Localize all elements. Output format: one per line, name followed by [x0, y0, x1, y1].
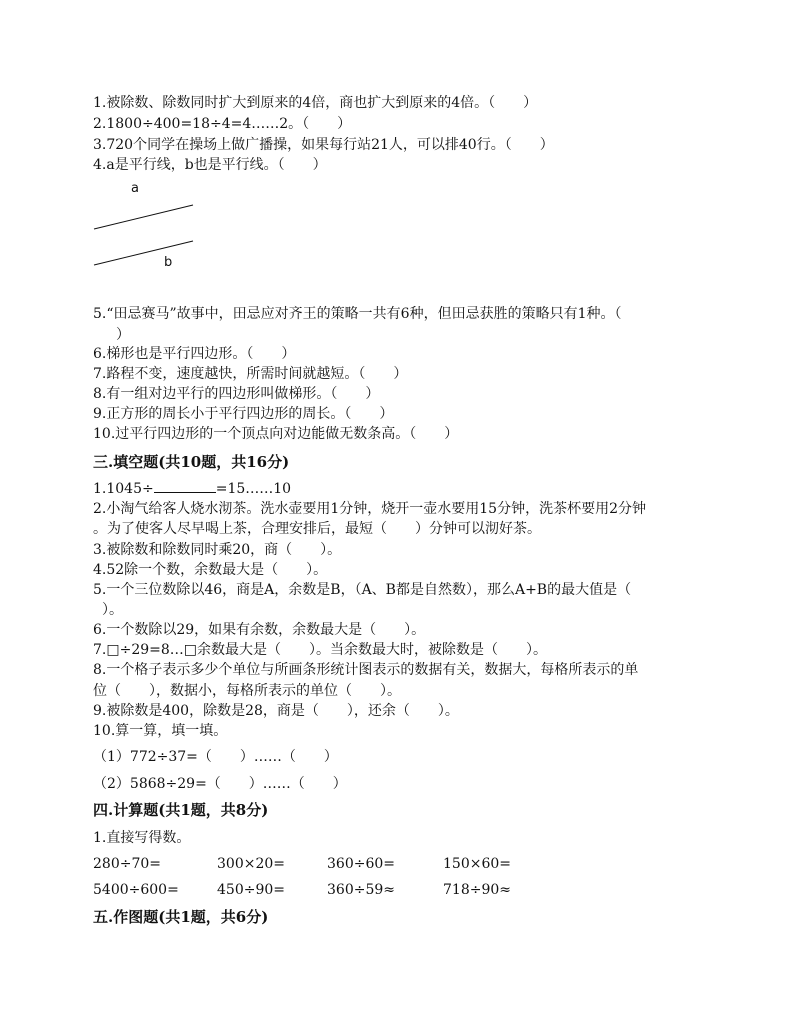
fill-q8-line2: 位（ ），数据小，每格所表示的单位（ ）。 [93, 683, 401, 699]
judge-q4: 4.a是平行线，b也是平行线。（ ） [93, 157, 327, 173]
fill-q8-line1: 8.一个格子表示多少个单位与所画条形统计图表示的数据有关，数据大，每格所表示的单 [93, 662, 639, 678]
fill-q7: 7.□÷29=8…□余数最大是（ ）。当余数最大时，被除数是（ ）。 [93, 642, 547, 658]
line-b [94, 241, 193, 265]
draw-heading: 五.作图题(共1题，共6分) [93, 908, 269, 926]
calc-item: 150×60= [443, 856, 511, 872]
fill-q2-line1: 2.小淘气给客人烧水沏茶。洗水壶要用1分钟，烧开一壶水要用15分钟，洗茶杯要用2分钟 [93, 501, 646, 517]
fill-q4: 4.52除一个数，余数最大是（ ）。 [93, 562, 328, 578]
judge-q6: 6.梯形也是平行四边形。（ ） [93, 346, 296, 362]
judge-q2: 2.1800÷400=18÷4=4……2。（ ） [93, 116, 352, 132]
calc-item: 360÷60= [327, 856, 395, 872]
judge-q5-line2: ） [116, 327, 130, 343]
judge-q3: 3.720个同学在操场上做广播操，如果每行站21人，可以排40行。（ ） [93, 137, 554, 153]
calc-heading: 四.计算题(共1题，共8分) [93, 801, 269, 819]
fill-q2-line2: 。为了使客人尽早喝上茶，合理安排后，最短（ ）分钟可以沏好茶。 [93, 521, 541, 537]
fill-q10-part2: （2）5868÷29=（ ）……（ ） [93, 776, 347, 792]
judge-q1: 1.被除数、除数同时扩大到原来的4倍，商也扩大到原来的4倍。（ ） [93, 95, 538, 111]
fill-q9: 9.被除数是400，除数是28，商是（ ），还余（ ）。 [93, 703, 459, 719]
label-a: a [131, 181, 139, 196]
parallel-lines-figure [88, 178, 208, 273]
judge-q5-line1: 5.“田忌赛马”故事中，田忌应对齐王的策略一共有6种，但田忌获胜的策略只有1种。（ [93, 306, 622, 322]
judge-q8: 8.有一组对边平行的四边形叫做梯形。（ ） [93, 386, 380, 402]
answer-blank [154, 480, 216, 493]
judge-q7: 7.路程不变，速度越快，所需时间就越短。（ ） [93, 366, 408, 382]
fill-q3: 3.被除数和除数同时乘20，商（ ）。 [93, 542, 342, 558]
calc-item: 5400÷600= [93, 882, 179, 898]
fill-q1-prefix: 1.1045÷ [93, 481, 154, 497]
calc-item: 360÷59≈ [327, 882, 395, 898]
label-b: b [164, 255, 173, 270]
calc-row-1 [93, 855, 653, 873]
calc-item: 280÷70= [93, 856, 161, 872]
judge-q10: 10.过平行四边形的一个顶点向对边能做无数条高。（ ） [93, 426, 459, 442]
calc-item: 450÷90= [217, 882, 285, 898]
calc-q1: 1.直接写得数。 [93, 830, 191, 846]
judge-q9: 9.正方形的周长小于平行四边形的周长。（ ） [93, 406, 394, 422]
line-a [94, 205, 193, 229]
fill-q10-part1: （1）772÷37=（ ）……（ ） [93, 749, 338, 765]
calc-row-2 [93, 881, 653, 899]
fill-q6: 6.一个数除以29，如果有余数，余数最大是（ ）。 [93, 622, 426, 638]
calc-item: 300×20= [217, 856, 285, 872]
calc-item: 718÷90≈ [443, 882, 511, 898]
fill-q1-suffix: =15……10 [215, 481, 292, 497]
fill-q5-line1: 5.一个三位数除以46，商是A，余数是B，（A、B都是自然数），那么A+B的最大值是（ [93, 582, 632, 598]
fill-q5-line2: ）。 [102, 602, 123, 618]
fill-heading: 三.填空题(共10题，共16分) [93, 453, 290, 471]
fill-q1 [93, 480, 291, 498]
fill-q10: 10.算一算，填一填。 [93, 723, 228, 739]
